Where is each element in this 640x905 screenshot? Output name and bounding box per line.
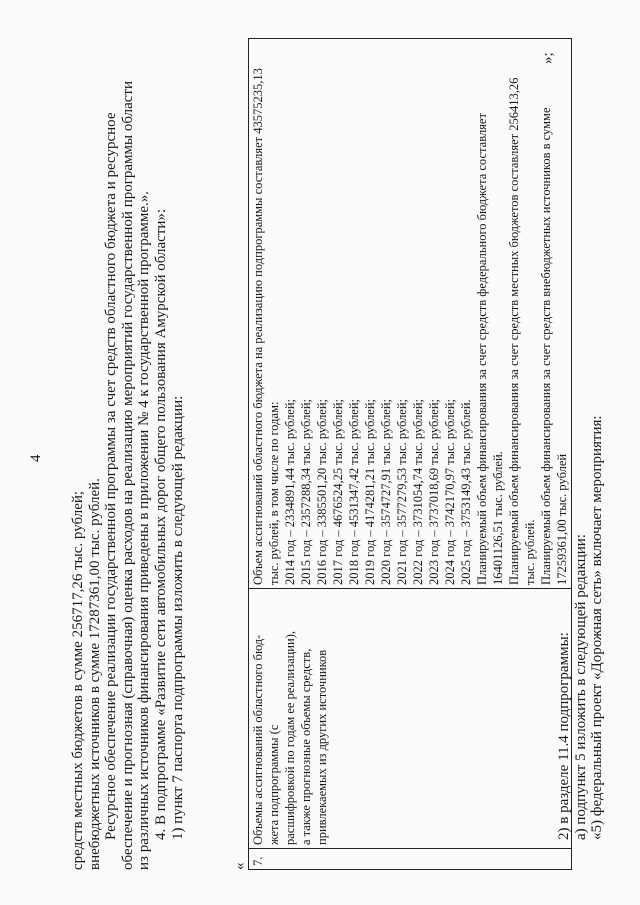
value-line: 2021 год – 3577279,53 тыс. рублей; xyxy=(395,398,409,585)
label-line: Объемы ассигнований областного бюд- xyxy=(251,634,265,845)
label-line: жета подпрограммы (с xyxy=(267,724,281,845)
value-line: Планируемый объем финансирования за счет средств местных бюджетов составляет 256413,26 xyxy=(507,77,521,585)
intro-line: 4. В подпрограмме «Развитие сети автомобильных дорог общего пользования Амурской области»: xyxy=(152,208,169,840)
intro-line: внебюджетных источников в сумме 17287361,00 тыс. рублей. xyxy=(86,478,103,870)
value-line: Объем ассигнований областного бюджета на реализацию подпрограммы составляет 43575235,13 xyxy=(251,68,265,585)
value-line: 2024 год – 3742170,97 тыс. рублей; xyxy=(443,398,457,585)
intro-line: Ресурсное обеспечение реализации государственной программы за счет средств областного бюджета и ресурсное xyxy=(103,112,120,840)
intro-line: обеспечение и прогнозная (справочная) оценка расходов на реализацию мероприятий государственной программы области xyxy=(119,81,136,870)
value-line: Планируемый объем финансирования за счет средств федерального бюджета составляет xyxy=(475,113,489,585)
value-line: 2018 год – 4531347,42 тыс. рублей; xyxy=(347,398,361,585)
after-line: а) подпункт 5 изложить в следующей редакции: xyxy=(572,534,589,840)
value-line: 2023 год – 3737018,69 тыс. рублей; xyxy=(427,398,441,585)
close-quote: »; xyxy=(540,52,556,64)
value-line: 2020 год – 3574727,91 тыс. рублей; xyxy=(379,398,393,585)
value-line: 2019 год – 4174281,21 тыс. рублей; xyxy=(363,398,377,585)
intro-paragraphs xyxy=(70,30,186,870)
value-line: 2015 год – 2357288,34 тыс. рублей; xyxy=(299,398,313,585)
label-line: привлекаемых из других источников xyxy=(315,649,329,845)
intro-line: из различных источников финансирования приведены в приложении № 4 к государственной программе.». xyxy=(136,191,153,870)
value-line: тыс. рублей, в том числе по годам: xyxy=(267,401,281,585)
value-line: 2014 год – 2334891,44 тыс. рублей; xyxy=(283,398,297,585)
value-line: 16401126,51 тыс. рублей. xyxy=(491,451,505,585)
after-line: «5) федеральный проект «Дорожная сеть» включает мероприятия: xyxy=(589,415,606,840)
value-line: тыс. рублей. xyxy=(523,519,537,585)
row-number: 7. xyxy=(249,849,572,870)
rotated-document xyxy=(20,22,620,882)
open-quote: « xyxy=(232,862,248,870)
value-line: 17259361,00 тыс. рублей xyxy=(555,453,569,585)
value-line: 2016 год – 3385501,20 тыс. рублей; xyxy=(315,398,329,585)
row-value xyxy=(249,39,572,589)
value-line: 2022 год – 3731054,74 тыс. рублей; xyxy=(411,398,425,585)
passport-table xyxy=(248,38,572,870)
value-line: Планируемый объем финансирования за счет средств внебюджетных источников в сумме xyxy=(539,107,553,585)
label-line: расшифровкой по годам ее реализации), xyxy=(283,631,297,845)
label-line: а также прогнозные объемы средств, xyxy=(299,648,313,845)
page-number: 4 xyxy=(28,454,44,462)
after-paragraphs xyxy=(556,30,606,870)
intro-line: 1) пункт 7 паспорта подпрограммы изложить в следующей редакции: xyxy=(169,395,186,840)
after-line: 2) в разделе 11.4 подпрограммы: xyxy=(556,632,572,840)
table-row xyxy=(249,39,572,870)
row-label xyxy=(249,589,572,849)
value-line: 2017 год – 4676524,25 тыс. рублей; xyxy=(331,398,345,585)
value-line: 2025 год – 3753149,43 тыс. рублей. xyxy=(459,399,473,585)
intro-line: средств местных бюджетов в сумме 256717,26 тыс. рублей; xyxy=(70,490,86,870)
